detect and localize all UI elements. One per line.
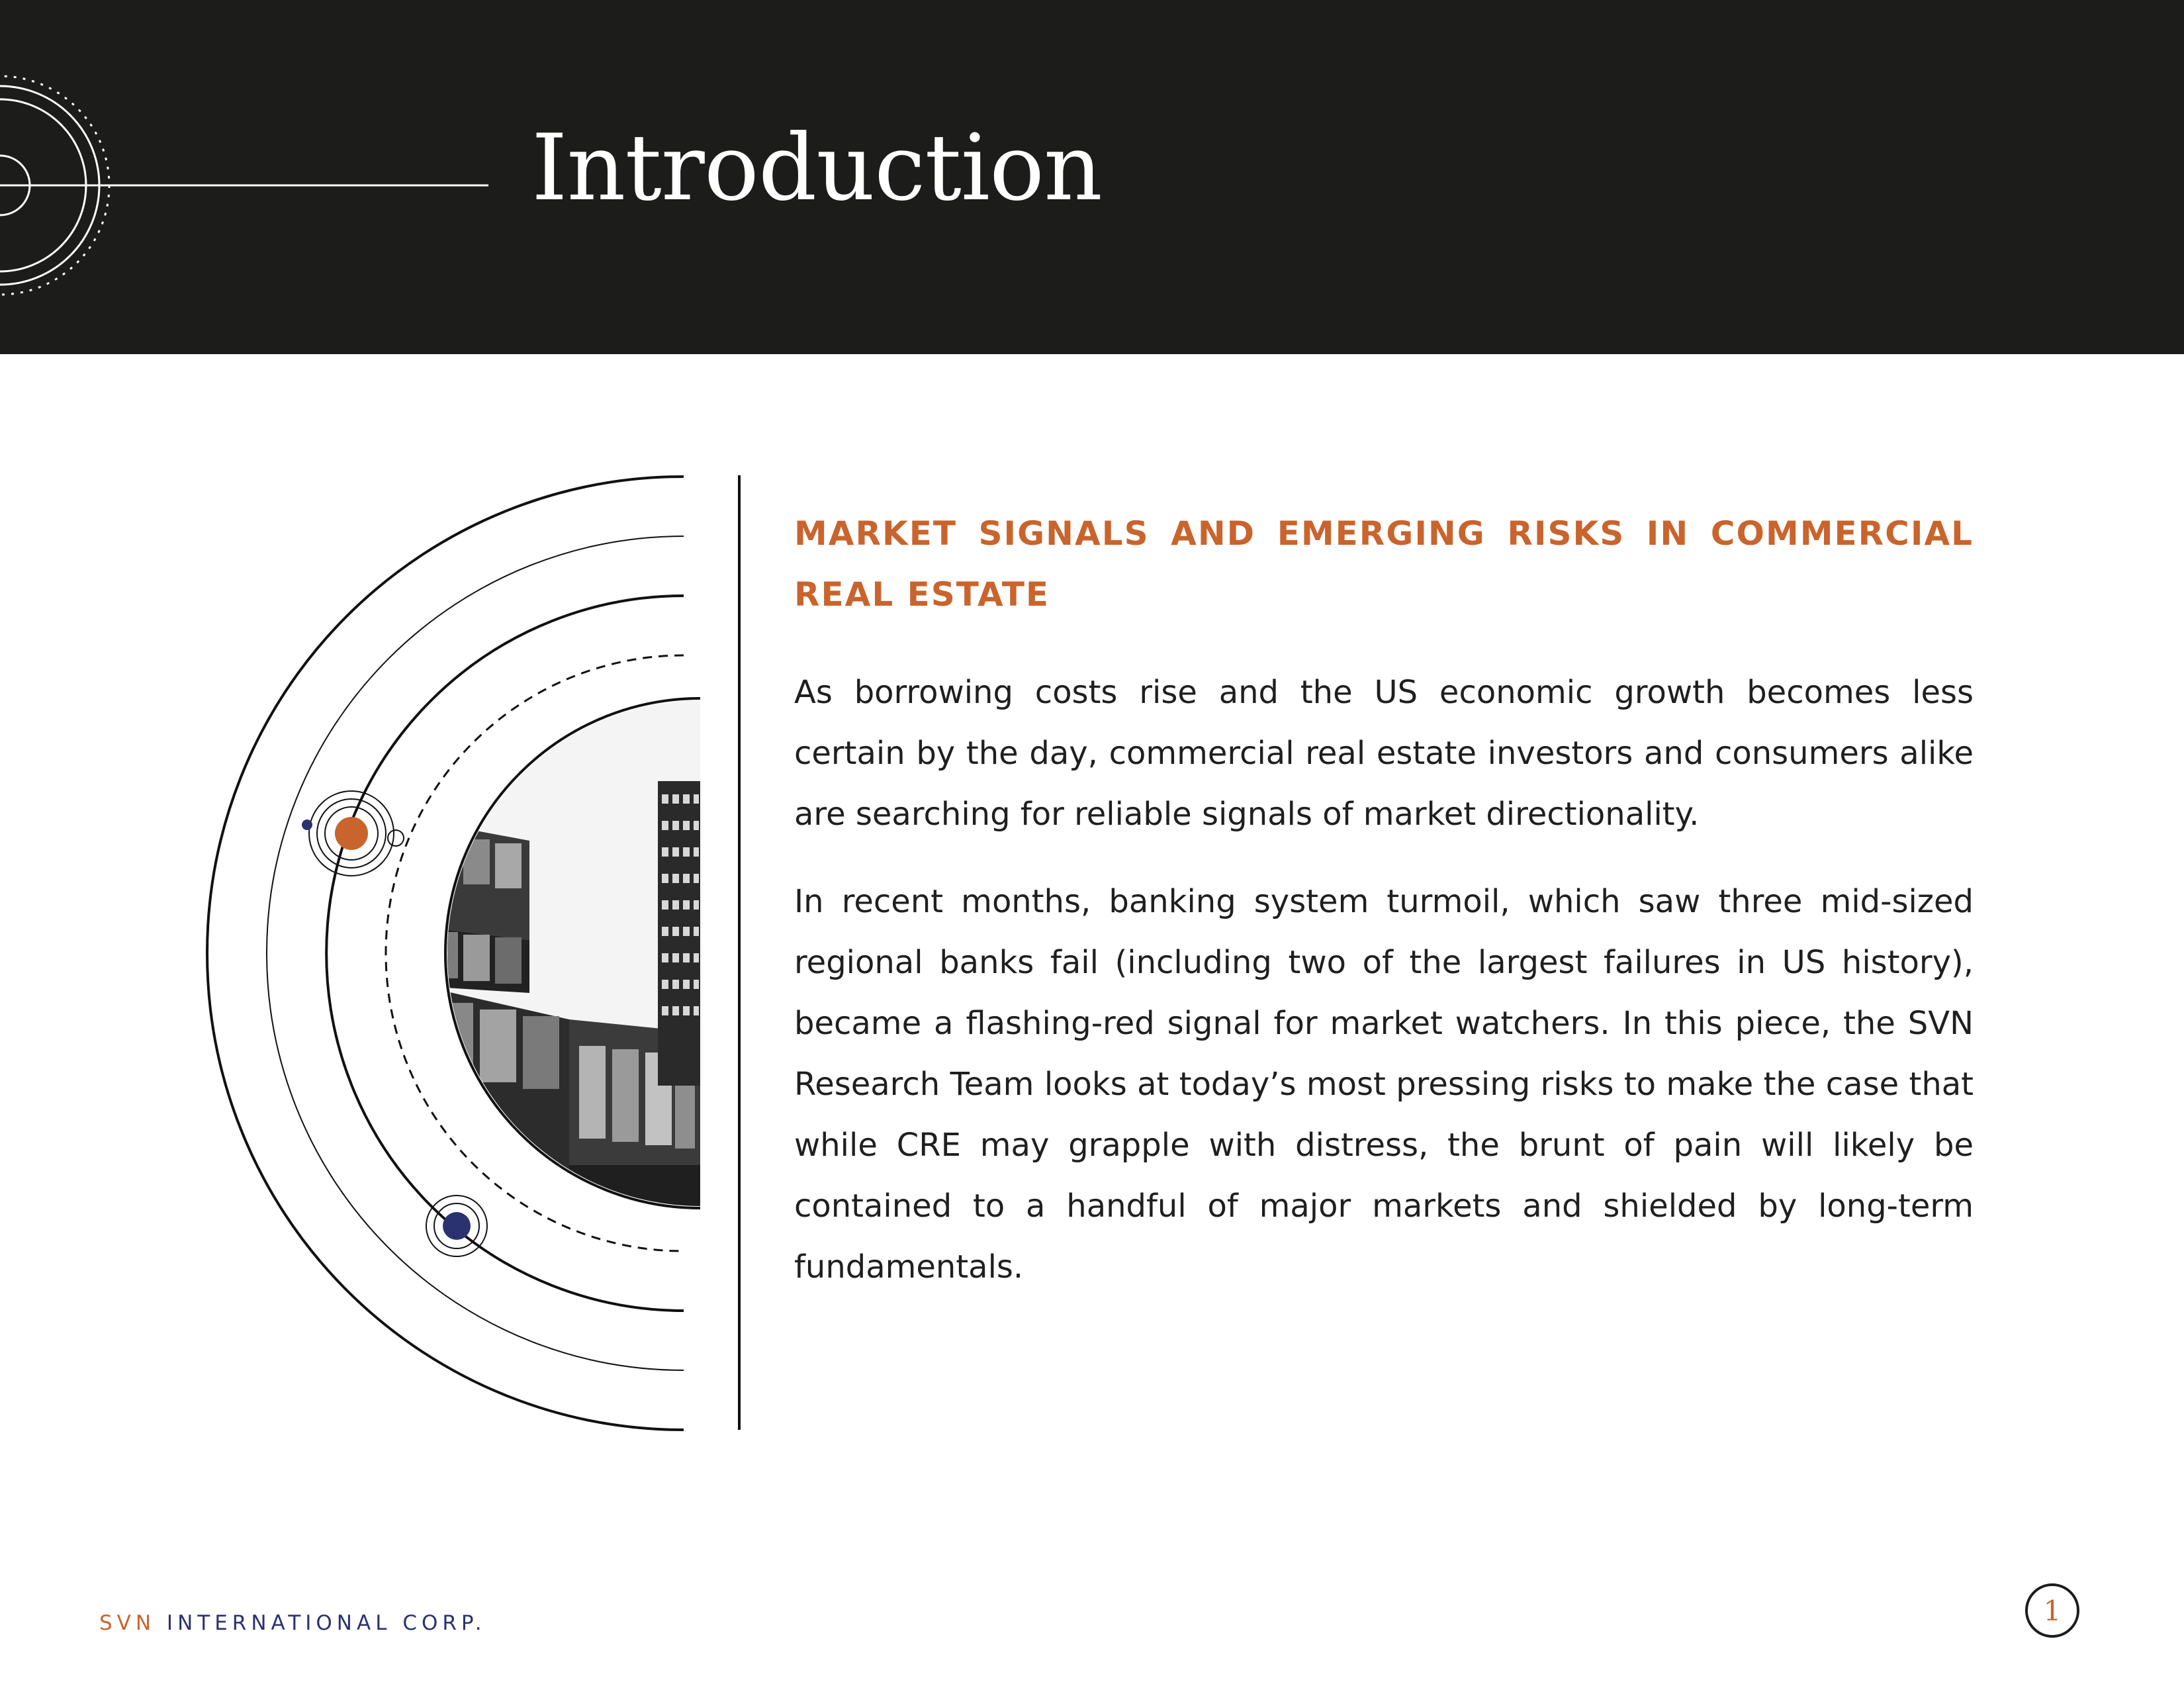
intro-content [794,503,1974,1324]
building-photo-arc-graphic [199,463,768,1456]
footer-brand [99,1610,486,1636]
page-title: Introduction [531,115,1102,221]
page-number: 1 [2025,1583,2079,1638]
footer-brand-name: INTERNATIONAL CORP. [156,1611,486,1635]
intro-paragraph-2: In recent months, banking system turmoil, which saw three mid-sized regional banks fail (including two of the largest failures in US history), became a flashing-red signal for market watchers. In this piece, the SVN Research Team looks at today’s most pressing risks to make the case that while CRE may grapple with distress, the brunt of pain will likely be contained to a handful of major markets and shielded by long-term fundamentals. [794,883,1974,1286]
footer-brand-svn: SVN [99,1611,156,1635]
navy-orbit-marker-icon [426,1196,487,1256]
orange-orbit-marker-icon [302,791,404,876]
intro-paragraph-1: As borrowing costs rise and the US economic growth becomes less certain by the day, commercial real estate investors and consumers alike are searching for reliable signals of market directionality. [794,674,1974,833]
target-arc-ornament-icon [0,0,503,305]
building-photo [397,662,702,1258]
page-header [0,0,2184,354]
section-heading: MARKET SIGNALS AND EMERGING RISKS IN COMMERCIAL REAL ESTATE [794,514,1974,614]
